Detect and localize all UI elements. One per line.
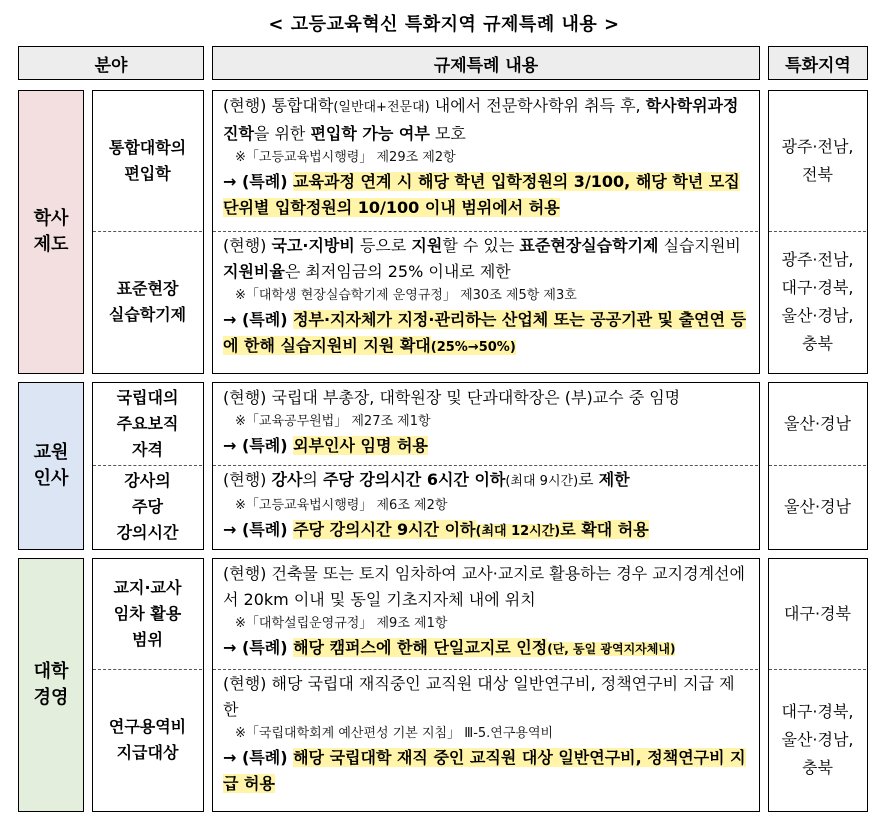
header-region: 특화지역 — [768, 46, 868, 80]
content-cell — [213, 669, 758, 810]
subcat-label: 국립대의 주요보직 자격 — [116, 388, 179, 459]
subcat-label: 통합대학의 편입학 — [108, 138, 187, 183]
content-cell — [213, 231, 758, 372]
current-rule: (현행) 건축물 또는 토지 임차하여 교사·교지로 활용하는 경우 교지경계선에서 20km 이내 및 동일 기초지자체 내에 위치 — [223, 564, 745, 609]
section-faculty: 교원 인사 — [18, 382, 84, 550]
region-label: 대구·경북 — [784, 604, 851, 623]
region-label: 대구·경북, 울산·경남, 충북 — [781, 701, 854, 777]
current-rule: (현행) 국립대 부총장, 대학원장 및 단과대학장은 (부)교수 중 임명 — [223, 388, 681, 407]
region-label: 울산·경남 — [784, 414, 851, 433]
region-label: 울산·경남 — [784, 496, 851, 516]
special-rule: → (특례) 외부인사 임명 허용 — [223, 436, 428, 455]
content-group-2 — [212, 382, 760, 550]
header-content: 규제특례 내용 — [212, 46, 760, 80]
content-cell — [213, 465, 758, 548]
region-label: 광주·전남, 전북 — [781, 137, 854, 184]
subcat-group-1 — [92, 90, 204, 374]
subcat-group-2 — [92, 382, 204, 550]
subcat-label: 교지·교사 임차 활용 범위 — [113, 578, 182, 649]
current-rule: (현행) 국고·지방비 등으로 지원할 수 있는 표준현장실습학기제 실습지원비 지원비율은 최저임금의 25% 이내로 제한 — [223, 236, 741, 281]
legal-note: ※「대학생 현장실습학기제 운영규정」 제30조 제5항 제3호 — [235, 288, 577, 303]
special-rule: → (특례) 교육과정 연계 시 해당 학년 입학정원의 3/100, 해당 학년 모집단위별 입학정원의 10/100 이내 범위에서 허용 — [223, 172, 740, 217]
special-rule: → (특례) 정부·지자체가 지정·관리하는 산업체 또는 공공기관 및 출연연 등에 한해 실습지원비 지원 확대(25%→50%) — [223, 310, 747, 355]
content-cell — [213, 559, 758, 669]
special-rule: → (특례) 해당 국립대학 재직 중인 교직원 대상 일반연구비, 정책연구비 지급 허용 — [223, 748, 746, 793]
subcat-label: 표준현장 실습학기제 — [108, 278, 187, 324]
current-rule: (현행) 해당 국립대 재직중인 교직원 대상 일반연구비, 정책연구비 지급 제한 — [223, 674, 735, 719]
legal-note: ※「교육공무원법」 제27조 제1항 — [235, 414, 431, 429]
content-cell — [213, 383, 758, 465]
current-rule: (현행) 통합대학(일반대+전문대) 내에서 전문학사학위 취득 후, 학사학위과정 진학을 위한 편입학 가능 여부 모호 — [223, 96, 739, 143]
special-rule: → (특례) 해당 캠퍼스에 한해 단일교지로 인정(단, 동일 광역지자체내) — [223, 638, 676, 657]
content-group-3 — [212, 558, 760, 812]
page-title: < 고등교육혁신 특화지역 규제특례 내용 > — [268, 14, 620, 35]
legal-note: ※「고등교육법시행령」 제6조 제2항 — [235, 498, 448, 513]
region-group-2 — [768, 382, 868, 550]
special-rule: → (특례) 주당 강의시간 9시간 이하(최대 12시간)로 확대 허용 — [223, 520, 649, 539]
region-group-1 — [768, 90, 868, 374]
current-rule: (현행) 강사의 주당 강의시간 6시간 이하(최대 9시간)로 제한 — [223, 470, 630, 489]
header-field: 분야 — [18, 46, 204, 80]
region-label: 광주·전남, 대구·경북, 울산·경남, 충북 — [781, 249, 854, 353]
region-group-3 — [768, 558, 868, 812]
section-management: 대학 경영 — [18, 558, 84, 812]
subcat-label: 연구용역비 지급대상 — [108, 716, 187, 762]
section-academic: 학사 제도 — [18, 90, 84, 374]
legal-note: ※「국립대학회계 예산편성 기본 지침」 Ⅲ-5.연구용역비 — [235, 726, 554, 741]
subcat-group-3 — [92, 558, 204, 812]
content-group-1 — [212, 90, 760, 374]
subcat-label: 강사의 주당 강의시간 — [116, 470, 179, 542]
content-cell — [213, 91, 758, 231]
legal-note: ※「고등교육법시행령」 제29조 제2항 — [235, 150, 456, 165]
legal-note: ※「대학설립운영규정」 제9조 제1항 — [235, 616, 448, 631]
